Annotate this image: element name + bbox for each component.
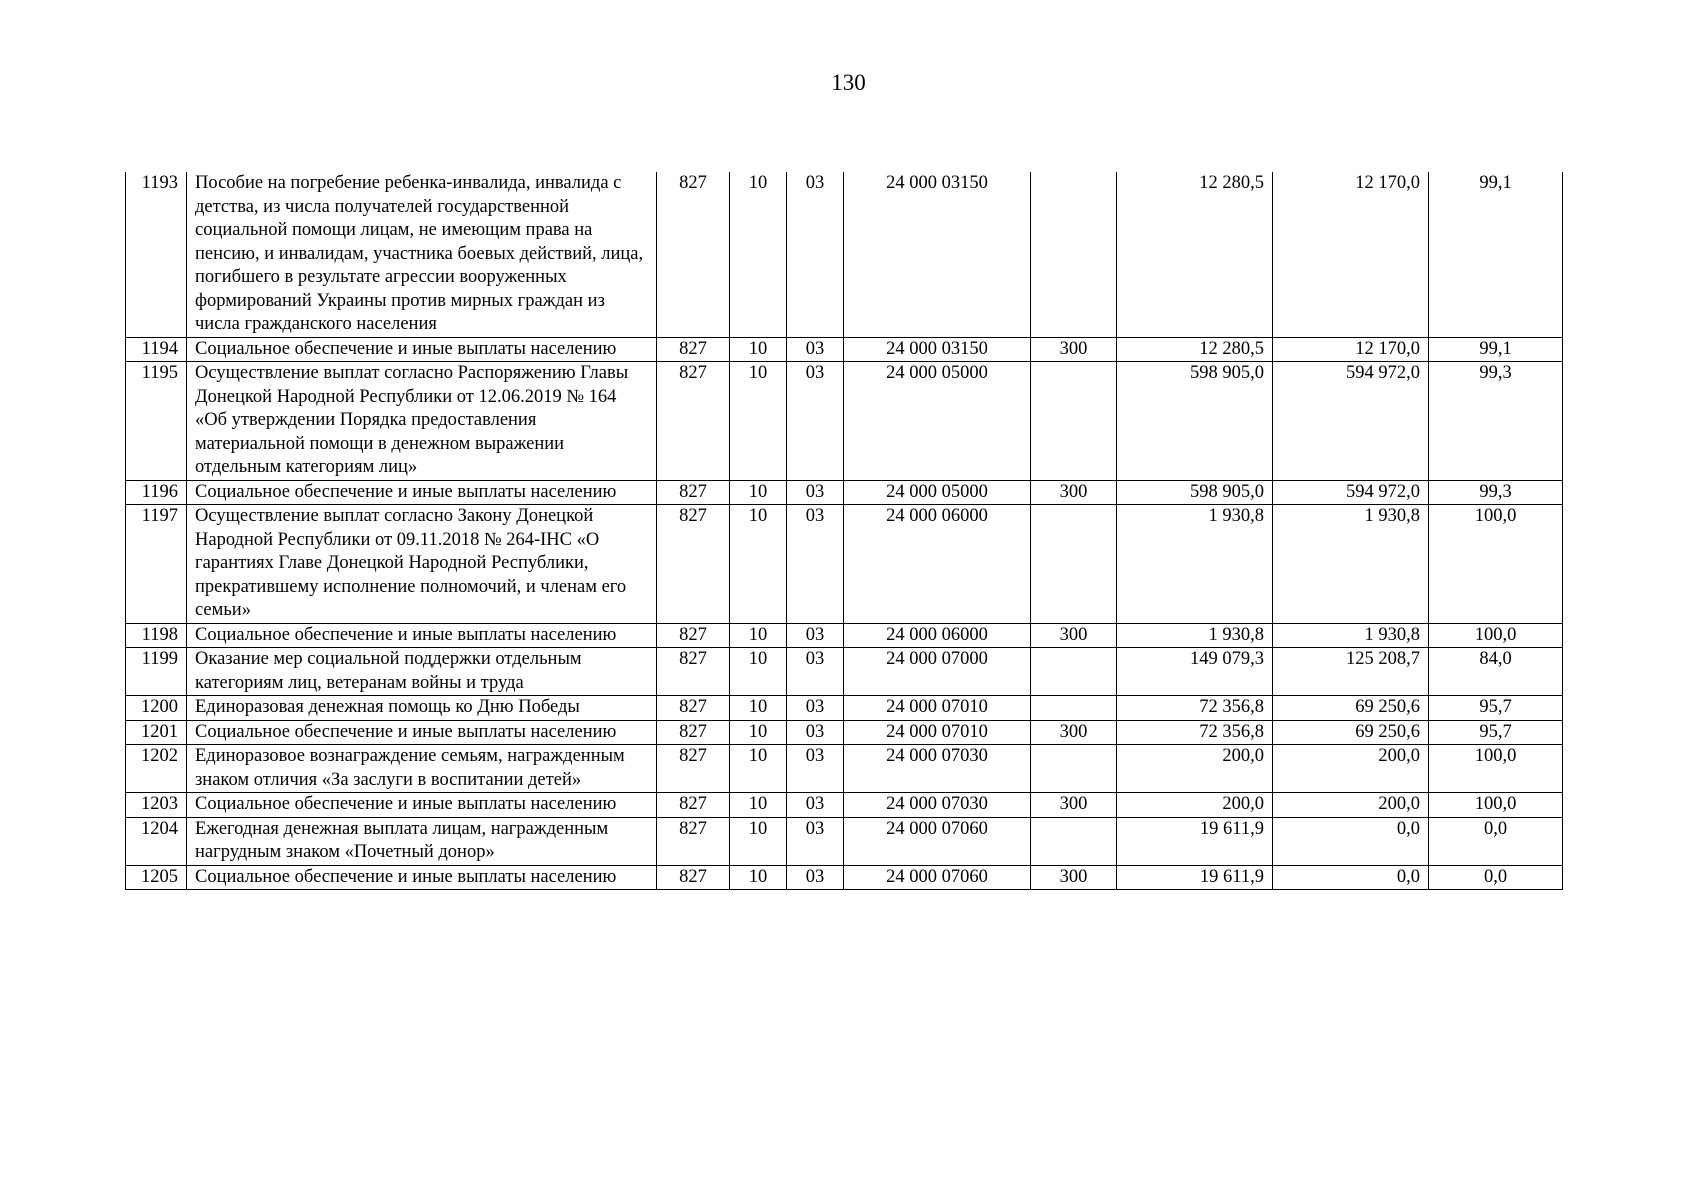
section-code: 10 [730,720,787,745]
plan-amount: 149 079,3 [1117,648,1273,696]
row-name: Пособие на погребение ребенка-инвалида, инвалида с детства, из числа получателей государственной социальной помощи лицам, не имеющим права на пенсию, и инвалидам, участника боевых действий, лица, погибшего в результате агрессии вооруженных формирований Украины против мирных граждан из числа гражданского населения [187,172,657,337]
target-article-code: 24 000 06000 [844,623,1031,648]
target-article-code: 24 000 03150 [844,337,1031,362]
subsection-code: 03 [787,696,844,721]
table-row [126,337,1563,362]
target-article-code: 24 000 07010 [844,720,1031,745]
subsection-code: 03 [787,362,844,481]
actual-amount: 200,0 [1273,745,1429,793]
subsection-code: 03 [787,337,844,362]
actual-amount: 0,0 [1273,865,1429,890]
expense-type-code [1031,648,1117,696]
table-row [126,505,1563,624]
row-number: 1201 [126,720,187,745]
execution-percent: 99,1 [1429,337,1563,362]
expense-type-code [1031,696,1117,721]
plan-amount: 19 611,9 [1117,865,1273,890]
plan-amount: 598 905,0 [1117,362,1273,481]
section-code: 10 [730,362,787,481]
row-name: Оказание мер социальной поддержки отдельным категориям лиц, ветеранам войны и труда [187,648,657,696]
dept-code: 827 [657,505,730,624]
page-number: 130 [831,70,866,95]
row-number: 1203 [126,793,187,818]
subsection-code: 03 [787,865,844,890]
dept-code: 827 [657,623,730,648]
row-number: 1204 [126,817,187,865]
row-name: Социальное обеспечение и иные выплаты населению [187,480,657,505]
execution-percent: 100,0 [1429,793,1563,818]
plan-amount: 200,0 [1117,745,1273,793]
dept-code: 827 [657,480,730,505]
subsection-code: 03 [787,745,844,793]
execution-percent: 95,7 [1429,696,1563,721]
actual-amount: 125 208,7 [1273,648,1429,696]
execution-percent: 100,0 [1429,745,1563,793]
subsection-code: 03 [787,623,844,648]
section-code: 10 [730,648,787,696]
dept-code: 827 [657,696,730,721]
expense-type-code [1031,172,1117,337]
dept-code: 827 [657,172,730,337]
dept-code: 827 [657,745,730,793]
expense-type-code [1031,362,1117,481]
execution-percent: 0,0 [1429,817,1563,865]
row-number: 1200 [126,696,187,721]
table-body [126,172,1563,890]
subsection-code: 03 [787,793,844,818]
execution-percent: 99,3 [1429,480,1563,505]
dept-code: 827 [657,362,730,481]
section-code: 10 [730,505,787,624]
execution-percent: 100,0 [1429,505,1563,624]
row-number: 1193 [126,172,187,337]
row-name: Социальное обеспечение и иные выплаты населению [187,720,657,745]
actual-amount: 69 250,6 [1273,696,1429,721]
expense-type-code [1031,817,1117,865]
section-code: 10 [730,745,787,793]
execution-percent: 99,1 [1429,172,1563,337]
actual-amount: 1 930,8 [1273,623,1429,648]
row-name: Социальное обеспечение и иные выплаты населению [187,793,657,818]
table-row [126,865,1563,890]
dept-code: 827 [657,865,730,890]
plan-amount: 72 356,8 [1117,696,1273,721]
execution-percent: 84,0 [1429,648,1563,696]
target-article-code: 24 000 07030 [844,745,1031,793]
row-name: Социальное обеспечение и иные выплаты населению [187,623,657,648]
row-name: Единоразовое вознаграждение семьям, награжденным знаком отличия «За заслуги в воспитании детей» [187,745,657,793]
expense-type-code [1031,745,1117,793]
table-row [126,172,1563,337]
table-row [126,720,1563,745]
row-number: 1197 [126,505,187,624]
execution-percent: 99,3 [1429,362,1563,481]
section-code: 10 [730,793,787,818]
row-number: 1205 [126,865,187,890]
row-number: 1202 [126,745,187,793]
expense-type-code: 300 [1031,793,1117,818]
row-name: Социальное обеспечение и иные выплаты населению [187,337,657,362]
budget-table [125,172,1563,890]
expense-type-code: 300 [1031,623,1117,648]
execution-percent: 100,0 [1429,623,1563,648]
target-article-code: 24 000 05000 [844,362,1031,481]
expense-type-code: 300 [1031,337,1117,362]
row-number: 1194 [126,337,187,362]
subsection-code: 03 [787,720,844,745]
dept-code: 827 [657,793,730,818]
plan-amount: 72 356,8 [1117,720,1273,745]
target-article-code: 24 000 07000 [844,648,1031,696]
expense-type-code [1031,505,1117,624]
plan-amount: 1 930,8 [1117,505,1273,624]
expense-type-code: 300 [1031,865,1117,890]
table-row [126,480,1563,505]
target-article-code: 24 000 07060 [844,865,1031,890]
subsection-code: 03 [787,817,844,865]
subsection-code: 03 [787,505,844,624]
plan-amount: 200,0 [1117,793,1273,818]
actual-amount: 594 972,0 [1273,480,1429,505]
target-article-code: 24 000 07030 [844,793,1031,818]
actual-amount: 12 170,0 [1273,172,1429,337]
target-article-code: 24 000 07060 [844,817,1031,865]
target-article-code: 24 000 07010 [844,696,1031,721]
actual-amount: 594 972,0 [1273,362,1429,481]
dept-code: 827 [657,817,730,865]
section-code: 10 [730,623,787,648]
row-name: Социальное обеспечение и иные выплаты населению [187,865,657,890]
expense-type-code: 300 [1031,720,1117,745]
dept-code: 827 [657,337,730,362]
plan-amount: 1 930,8 [1117,623,1273,648]
plan-amount: 12 280,5 [1117,172,1273,337]
execution-percent: 95,7 [1429,720,1563,745]
section-code: 10 [730,696,787,721]
table-row [126,648,1563,696]
subsection-code: 03 [787,480,844,505]
target-article-code: 24 000 03150 [844,172,1031,337]
row-name: Осуществление выплат согласно Распоряжению Главы Донецкой Народной Республики от 12.06.2019 № 164 «Об утверждении Порядка предоставления материальной помощи в денежном выражении отдельным категориям лиц» [187,362,657,481]
table-row [126,623,1563,648]
row-number: 1195 [126,362,187,481]
section-code: 10 [730,172,787,337]
table-row [126,793,1563,818]
actual-amount: 0,0 [1273,817,1429,865]
section-code: 10 [730,480,787,505]
expense-type-code: 300 [1031,480,1117,505]
row-name: Осуществление выплат согласно Закону Донецкой Народной Республики от 09.11.2018 № 264-IНС «О гарантиях Главе Донецкой Народной Республики, прекратившему исполнение полномочий, и членам его семьи» [187,505,657,624]
section-code: 10 [730,817,787,865]
actual-amount: 69 250,6 [1273,720,1429,745]
plan-amount: 598 905,0 [1117,480,1273,505]
row-name: Ежегодная денежная выплата лицам, награжденным нагрудным знаком «Почетный донор» [187,817,657,865]
table-row [126,817,1563,865]
plan-amount: 12 280,5 [1117,337,1273,362]
actual-amount: 12 170,0 [1273,337,1429,362]
row-number: 1196 [126,480,187,505]
target-article-code: 24 000 05000 [844,480,1031,505]
dept-code: 827 [657,648,730,696]
execution-percent: 0,0 [1429,865,1563,890]
dept-code: 827 [657,720,730,745]
subsection-code: 03 [787,648,844,696]
section-code: 10 [730,865,787,890]
table-row [126,745,1563,793]
row-name: Единоразовая денежная помощь ко Дню Победы [187,696,657,721]
plan-amount: 19 611,9 [1117,817,1273,865]
subsection-code: 03 [787,172,844,337]
row-number: 1198 [126,623,187,648]
row-number: 1199 [126,648,187,696]
actual-amount: 1 930,8 [1273,505,1429,624]
table-row [126,696,1563,721]
table-row [126,362,1563,481]
target-article-code: 24 000 06000 [844,505,1031,624]
section-code: 10 [730,337,787,362]
actual-amount: 200,0 [1273,793,1429,818]
